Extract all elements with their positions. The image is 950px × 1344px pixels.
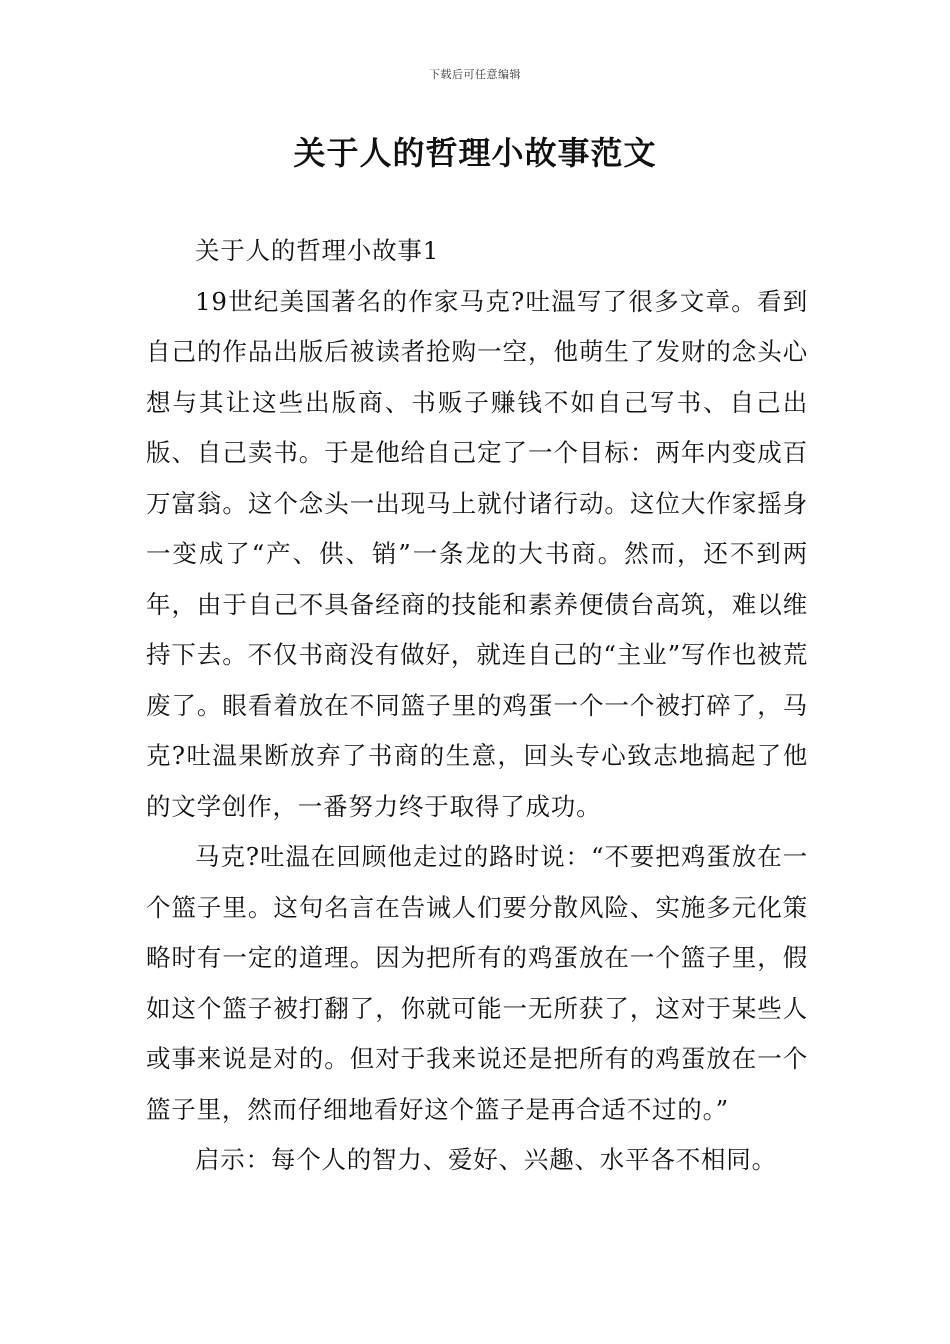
- document-body: [146, 226, 808, 1186]
- paragraph: 马克?吐温在回顾他走过的路时说：“不要把鸡蛋放在一个篮子里。这句名言在告诫人们要分散风险、实施多元化策略时有一定的道理。因为把所有的鸡蛋放在一个篮子里，假如这个篮子被打翻了，你就可能一无所获了，这对于某些人或事来说是对的。但对于我来说还是把所有的鸡蛋放在一个篮子里，然而仔细地看好这个篮子是再合适不过的。”: [146, 842, 808, 1124]
- paragraph: 19世纪美国著名的作家马克?吐温写了很多文章。看到自己的作品出版后被读者抢购一空，他萌生了发财的念头心想与其让这些出版商、书贩子赚钱不如自己写书、自己出版、自己卖书。于是他给自己定了一个目标：两年内变成百万富翁。这个念头一出现马上就付诸行动。这位大作家摇身一变成了“产、供、销”一条龙的大书商。然而，还不到两年，由于自己不具备经商的技能和素养便债台高筑，难以维持下去。不仅书商没有做好，就连自己的“主业”写作也被荒废了。眼看着放在不同篮子里的鸡蛋一个一个被打碎了，马克?吐温果断放弃了书商的生意，回头专心致志地搞起了他的文学创作，一番努力终于取得了成功。: [146, 286, 808, 821]
- header-note: 下载后可任意编辑: [429, 68, 521, 81]
- document-title: 关于人的哲理小故事范文: [293, 134, 657, 172]
- paragraph: 启示：每个人的智力、爱好、兴趣、水平各不相同。: [195, 1145, 777, 1174]
- section-heading: 关于人的哲理小故事1: [195, 236, 440, 265]
